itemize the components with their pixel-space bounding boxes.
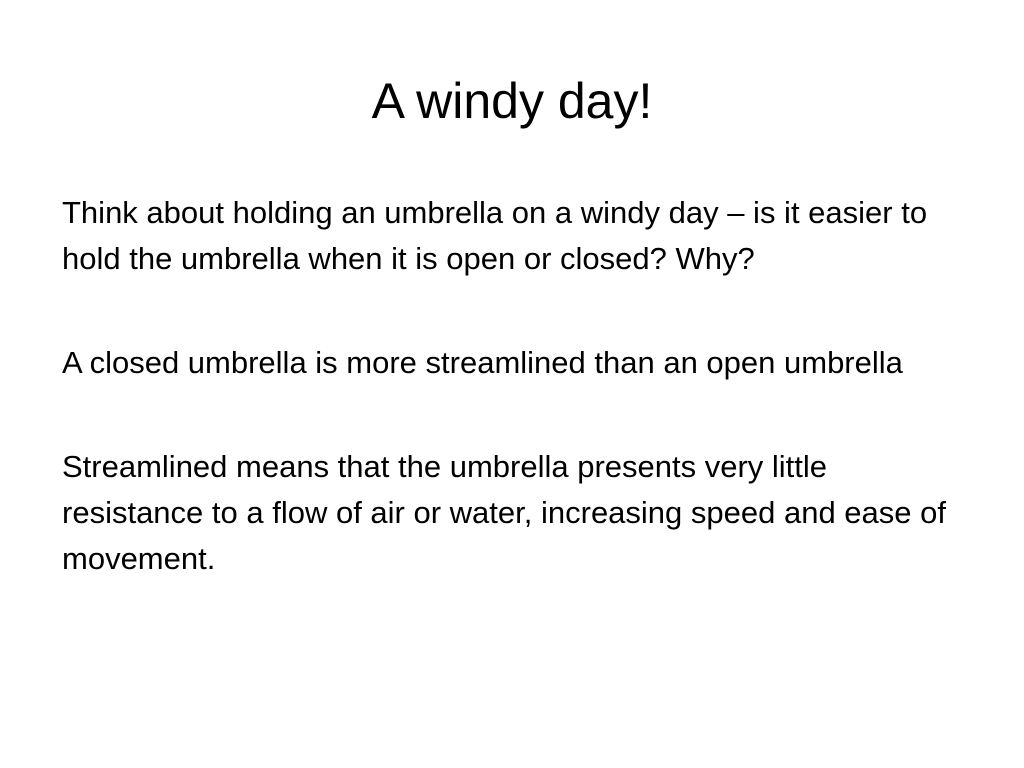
slide-body bbox=[62, 190, 962, 582]
paragraph-closed-umbrella: A closed umbrella is more streamlined than an open umbrella bbox=[62, 345, 903, 380]
paragraph-streamlined-definition: Streamlined means that the umbrella presents very little resistance to a flow of air or water, increasing speed and ease of movement. bbox=[62, 449, 946, 576]
paragraph-umbrella-question: Think about holding an umbrella on a windy day – is it easier to hold the umbrella when it is open or closed? Why? bbox=[62, 195, 928, 276]
slide-title: A windy day! bbox=[371, 73, 653, 129]
